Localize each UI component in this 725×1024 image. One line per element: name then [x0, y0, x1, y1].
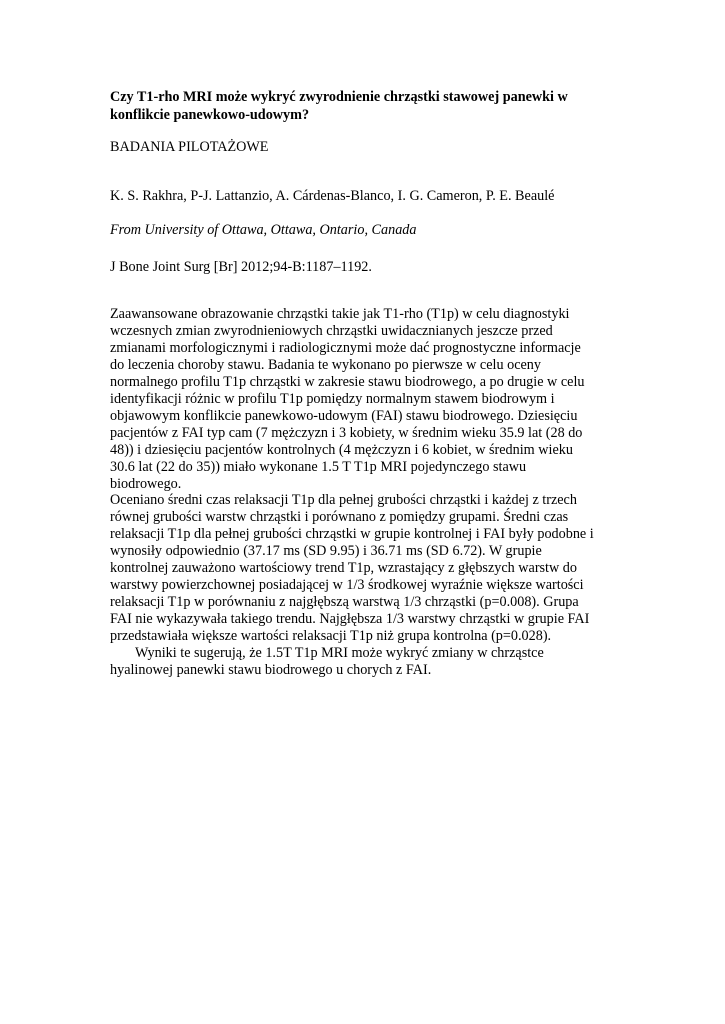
abstract-line: kontrolnej zauważono wartościowy trend T1p, wzrastający z głębszych warstw do	[110, 560, 577, 577]
title-line-1: Czy T1-rho MRI może wykryć zwyrodnienie chrząstki stawowej panewki w	[110, 89, 568, 105]
abstract-line: relaksacji T1p w porównaniu z najgłębszą warstwą 1/3 chrząstki (p=0.008). Grupa	[110, 594, 579, 611]
abstract-body	[110, 306, 630, 679]
abstract-line: wczesnych zmian zwyrodnieniowych chrząstki uwidacznianych jeszcze przed	[110, 322, 553, 339]
abstract-line: hyalinowej panewki stawu biodrowego u chorych z FAI.	[110, 662, 432, 679]
abstract-line: Oceniano średni czas relaksacji T1p dla pełnej grubości chrząstki i każdej z trzech	[110, 492, 577, 509]
document-subtitle: BADANIA PILOTAŻOWE	[110, 139, 269, 155]
abstract-line: równej grubości warstw chrząstki i porównano z pomiędzy grupami. Średni czas	[110, 509, 569, 526]
abstract-line: warstwy powierzchownej posiadającej w 1/3 środkowej wyraźnie większe wartości	[110, 577, 584, 594]
abstract-line: wynosiły odpowiednio (37.17 ms (SD 9.95) i 36.71 ms (SD 6.72). W grupie	[110, 543, 542, 560]
abstract-line: relaksacji T1p dla pełnej grubości chrząstki w grupie kontrolnej i FAI były podobne i	[110, 526, 594, 543]
abstract-line: normalnego profilu T1p chrząstki w zakresie stawu biodrowego, a po drugie w celu	[110, 373, 585, 390]
authors-line: K. S. Rakhra, P-J. Lattanzio, A. Cárdenas-Blanco, I. G. Cameron, P. E. Beaulé	[110, 188, 555, 204]
abstract-line: Wyniki te sugerują, że 1.5T T1p MRI może wykryć zmiany w chrząstce	[135, 645, 544, 662]
abstract-line: biodrowego.	[110, 475, 182, 492]
abstract-line: do leczenia choroby stawu. Badania te wykonano po pierwsze w celu oceny	[110, 356, 541, 373]
citation-line: J Bone Joint Surg [Br] 2012;94-B:1187–1192.	[110, 259, 372, 275]
abstract-line: identyfikacji różnic w profilu T1p pomiędzy normalnym stawem biodrowym i	[110, 390, 555, 407]
abstract-line: FAI nie wykazywała takiego trendu. Najgłębsza 1/3 warstwy chrząstki w grupie FAI	[110, 611, 590, 628]
affiliation-line: From University of Ottawa, Ottawa, Ontario, Canada	[110, 222, 417, 238]
abstract-line: przedstawiała większe wartości relaksacji T1p niż grupa kontrolna (p=0.028).	[110, 628, 552, 645]
abstract-line: 48)) i dziesięciu pacjentów kontrolnych (4 mężczyzn i 6 kobiet, w średnim wieku	[110, 441, 573, 458]
abstract-line: Zaawansowane obrazowanie chrząstki takie jak T1-rho (T1p) w celu diagnostyki	[110, 306, 570, 322]
abstract-line: pacjentów z FAI typ cam (7 mężczyzn i 3 kobiety, w średnim wieku 35.9 lat (28 do	[110, 424, 583, 441]
abstract-line: zmianami morfologicznymi i radiologicznymi może dać prognostyczne informacje	[110, 339, 581, 356]
abstract-line: 30.6 lat (22 do 35)) miało wykonane 1.5 T T1p MRI pojedynczego stawu	[110, 458, 527, 475]
abstract-line: objawowym konflikcie panewkowo-udowym (FAI) stawu biodrowego. Dziesięciu	[110, 407, 578, 424]
title-line-2: konflikcie panewkowo-udowym?	[110, 107, 310, 123]
document-title	[110, 88, 630, 124]
